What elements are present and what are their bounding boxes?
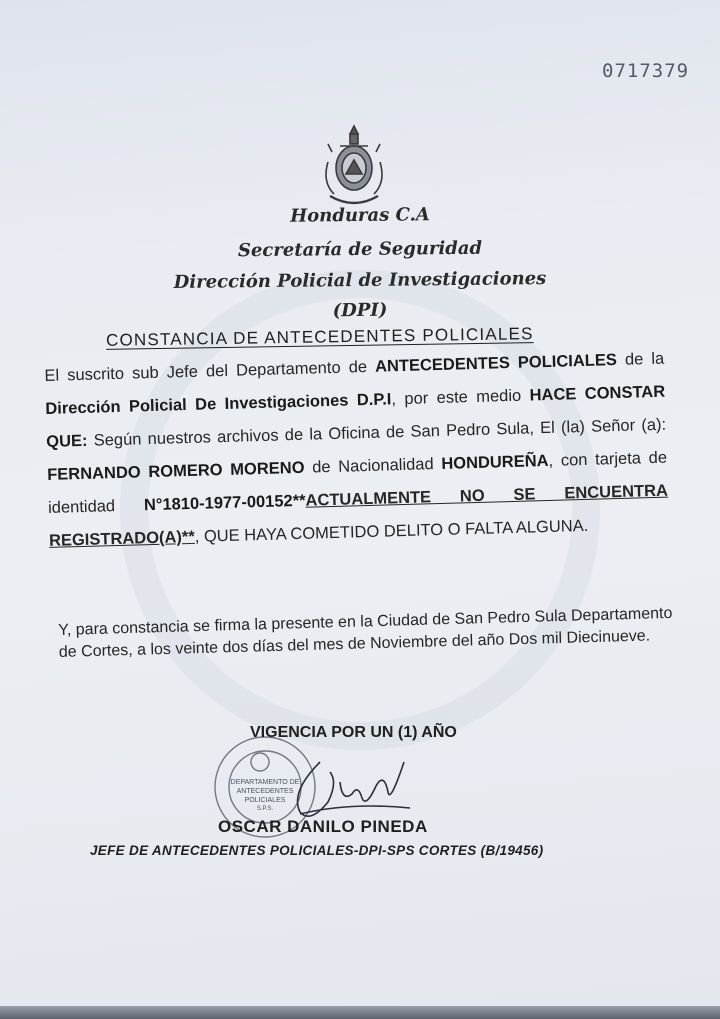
validity-text: VIGENCIA POR UN (1) AÑO: [250, 724, 457, 741]
header-ministry: Secretaría de Seguridad: [237, 237, 483, 262]
body-status: ACTUALMENTE NO SE ENCUENTRA REGISTRADO(A)**: [48, 481, 669, 550]
certificate-body: [44, 343, 669, 558]
stamp-text-line2: ANTECEDENTES: [236, 788, 294, 795]
body-nationality: HONDUREÑA: [441, 451, 549, 473]
stamp-text-line3: POLICIALES: [244, 797, 286, 804]
signer-name: OSCAR DANILO PINEDA: [218, 817, 428, 836]
body-id-number: N°1810-1977-00152**: [143, 491, 306, 515]
signer-position: JEFE DE ANTECEDENTES POLICIALES-DPI-SPS CORTES (B/19456): [90, 843, 544, 858]
body-certify: HACE CONSTAR QUE:: [46, 382, 666, 451]
body-text-1: El suscrito sub Jefe del Departamento de: [44, 357, 376, 385]
body-person-name: FERNANDO ROMERO MORENO: [46, 458, 305, 484]
document-title: CONSTANCIA DE ANTECEDENTES POLICIALES: [105, 324, 534, 350]
body-directorate: Dirección Policial De Investigaciones D.P.I: [45, 390, 392, 418]
body-text-5: de Nacionalidad: [304, 454, 442, 477]
stamp-text-line4: S.P.S.: [256, 806, 274, 812]
body-text-4: Según nuestros archivos de la Oficina de San Pedro Sula, El (la) Señor (a):: [87, 415, 667, 450]
body-text-2: de la: [616, 349, 665, 370]
serial-number: 0717379: [602, 60, 690, 82]
honduras-coat-of-arms-icon: [320, 122, 388, 214]
header-directorate: Dirección Policial de Investigaciones: [173, 268, 547, 293]
header-country: Honduras C.A: [290, 204, 430, 227]
body-text-6: , con tarjeta de identidad: [47, 448, 668, 517]
stamp-text-line1: DEPARTAMENTO DE: [230, 779, 300, 786]
body-department: ANTECEDENTES POLICIALES: [374, 351, 618, 376]
closing-paragraph: Y, para constancia se firma la presente en la Ciudad de San Pedro Sula Departamento de Cortes, a los veinte dos días del mes de Noviembre del año Dos mil Diecinueve.: [58, 604, 673, 661]
table-surface: [0, 1006, 720, 1019]
body-text-7: , QUE HAYA COMETIDO DELITO O FALTA ALGUNA.: [194, 516, 589, 546]
body-text-3: , por este medio: [391, 386, 530, 409]
header-acronym: (DPI): [332, 299, 388, 322]
